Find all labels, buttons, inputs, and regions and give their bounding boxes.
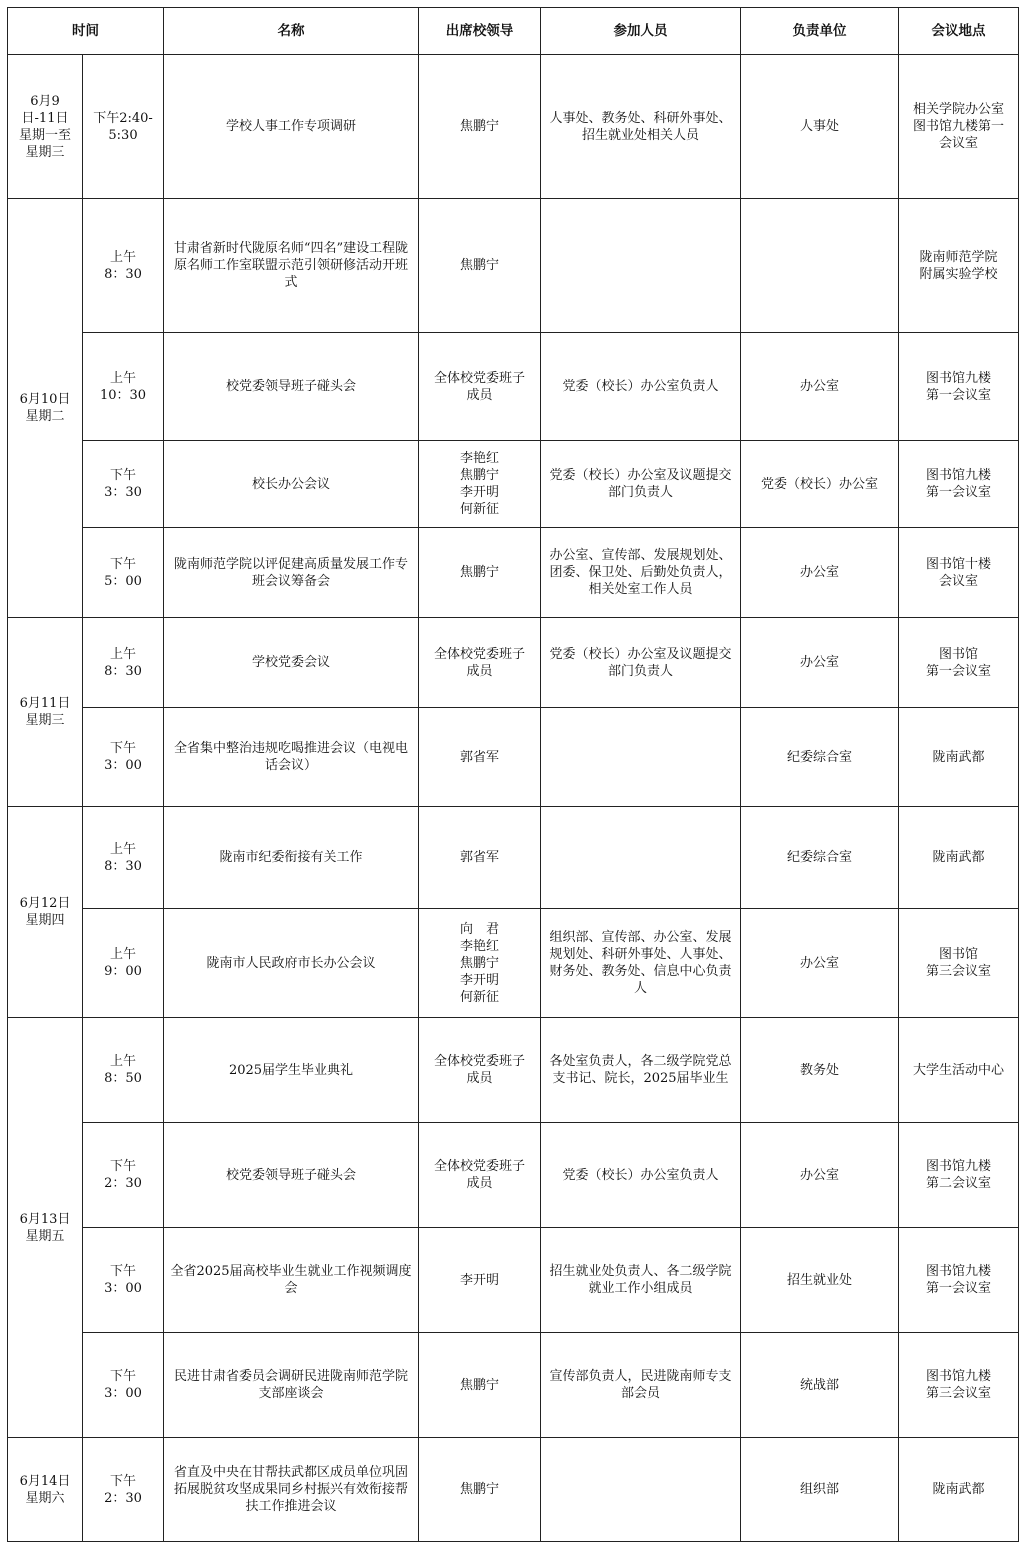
meeting-name-cell: 校党委领导班子碰头会 bbox=[164, 333, 419, 441]
time-cell: 下午 2：30 bbox=[83, 1438, 164, 1542]
unit-cell: 办公室 bbox=[741, 618, 899, 708]
table-row bbox=[8, 55, 1019, 199]
unit-cell: 办公室 bbox=[741, 528, 899, 618]
time-cell: 上午 8：30 bbox=[83, 199, 164, 333]
meeting-name-cell: 学校党委会议 bbox=[164, 618, 419, 708]
location-cell: 图书馆九楼 第一会议室 bbox=[899, 333, 1019, 441]
unit-cell: 办公室 bbox=[741, 909, 899, 1018]
date-cell: 6月14日 星期六 bbox=[8, 1438, 83, 1542]
time-cell: 下午2:40- 5:30 bbox=[83, 55, 164, 199]
table-row bbox=[8, 1123, 1019, 1228]
location-cell: 图书馆九楼 第一会议室 bbox=[899, 441, 1019, 528]
unit-cell: 办公室 bbox=[741, 333, 899, 441]
table-row bbox=[8, 1438, 1019, 1542]
location-cell: 图书馆九楼 第三会议室 bbox=[899, 1333, 1019, 1438]
meeting-name-cell: 陇南市人民政府市长办公会议 bbox=[164, 909, 419, 1018]
location-cell: 陇南武都 bbox=[899, 708, 1019, 807]
header-row bbox=[8, 8, 1019, 55]
participants-cell: 办公室、宣传部、发展规划处、团委、保卫处、后勤处负责人，相关处室工作人员 bbox=[541, 528, 741, 618]
table-row bbox=[8, 333, 1019, 441]
leader-cell: 焦鹏宁 bbox=[419, 1333, 541, 1438]
leader-cell: 焦鹏宁 bbox=[419, 1438, 541, 1542]
participants-cell: 组织部、宣传部、办公室、发展规划处、科研外事处、人事处、财务处、教务处、信息中心负责人 bbox=[541, 909, 741, 1018]
meeting-name-cell: 校长办公会议 bbox=[164, 441, 419, 528]
header-unit: 负责单位 bbox=[741, 8, 899, 55]
leader-cell: 李开明 bbox=[419, 1228, 541, 1333]
meeting-name-cell: 陇南师范学院以评促建高质量发展工作专班会议筹备会 bbox=[164, 528, 419, 618]
header-time: 时间 bbox=[8, 8, 164, 55]
header-leader: 出席校领导 bbox=[419, 8, 541, 55]
table-row bbox=[8, 1228, 1019, 1333]
table-row bbox=[8, 807, 1019, 909]
location-cell: 陇南师范学院 附属实验学校 bbox=[899, 199, 1019, 333]
leader-cell: 郭省军 bbox=[419, 708, 541, 807]
schedule-table bbox=[7, 7, 1019, 1542]
meeting-name-cell: 全省集中整治违规吃喝推进会议（电视电话会议） bbox=[164, 708, 419, 807]
table-row bbox=[8, 618, 1019, 708]
table-row bbox=[8, 1333, 1019, 1438]
location-cell: 图书馆 第一会议室 bbox=[899, 618, 1019, 708]
unit-cell: 纪委综合室 bbox=[741, 708, 899, 807]
date-cell: 6月10日 星期二 bbox=[8, 199, 83, 618]
participants-cell: 党委（校长）办公室负责人 bbox=[541, 333, 741, 441]
time-cell: 上午 8：30 bbox=[83, 807, 164, 909]
unit-cell: 组织部 bbox=[741, 1438, 899, 1542]
meeting-name-cell: 2025届学生毕业典礼 bbox=[164, 1018, 419, 1123]
leader-cell: 全体校党委班子 成员 bbox=[419, 1123, 541, 1228]
meeting-name-cell: 省直及中央在甘帮扶武都区成员单位巩固拓展脱贫攻坚成果同乡村振兴有效衔接帮扶工作推进会议 bbox=[164, 1438, 419, 1542]
time-cell: 下午 5：00 bbox=[83, 528, 164, 618]
table-row bbox=[8, 441, 1019, 528]
location-cell: 图书馆九楼 第二会议室 bbox=[899, 1123, 1019, 1228]
participants-cell bbox=[541, 708, 741, 807]
unit-cell: 人事处 bbox=[741, 55, 899, 199]
leader-cell: 全体校党委班子 成员 bbox=[419, 333, 541, 441]
unit-cell bbox=[741, 199, 899, 333]
location-cell: 陇南武都 bbox=[899, 1438, 1019, 1542]
leader-cell: 李艳红 焦鹏宁 李开明 何新征 bbox=[419, 441, 541, 528]
participants-cell: 招生就业处负责人、各二级学院就业工作小组成员 bbox=[541, 1228, 741, 1333]
participants-cell: 各处室负责人，各二级学院党总支书记、院长，2025届毕业生 bbox=[541, 1018, 741, 1123]
time-cell: 上午 8：50 bbox=[83, 1018, 164, 1123]
header-location: 会议地点 bbox=[899, 8, 1019, 55]
header-name: 名称 bbox=[164, 8, 419, 55]
meeting-name-cell: 校党委领导班子碰头会 bbox=[164, 1123, 419, 1228]
participants-cell: 党委（校长）办公室及议题提交部门负责人 bbox=[541, 618, 741, 708]
meeting-name-cell: 陇南市纪委衔接有关工作 bbox=[164, 807, 419, 909]
unit-cell: 教务处 bbox=[741, 1018, 899, 1123]
time-cell: 下午 2：30 bbox=[83, 1123, 164, 1228]
location-cell: 大学生活动中心 bbox=[899, 1018, 1019, 1123]
meeting-name-cell: 全省2025届高校毕业生就业工作视频调度会 bbox=[164, 1228, 419, 1333]
leader-cell: 郭省军 bbox=[419, 807, 541, 909]
participants-cell: 宣传部负责人，民进陇南师专支部会员 bbox=[541, 1333, 741, 1438]
time-cell: 上午 9：00 bbox=[83, 909, 164, 1018]
unit-cell: 办公室 bbox=[741, 1123, 899, 1228]
header-participants: 参加人员 bbox=[541, 8, 741, 55]
location-cell: 图书馆十楼 会议室 bbox=[899, 528, 1019, 618]
time-cell: 上午 8：30 bbox=[83, 618, 164, 708]
time-cell: 下午 3：00 bbox=[83, 708, 164, 807]
date-cell: 6月12日 星期四 bbox=[8, 807, 83, 1018]
location-cell: 图书馆 第三会议室 bbox=[899, 909, 1019, 1018]
participants-cell: 党委（校长）办公室及议题提交部门负责人 bbox=[541, 441, 741, 528]
meeting-name-cell: 民进甘肃省委员会调研民进陇南师范学院支部座谈会 bbox=[164, 1333, 419, 1438]
time-cell: 下午 3：00 bbox=[83, 1228, 164, 1333]
location-cell: 陇南武都 bbox=[899, 807, 1019, 909]
meeting-name-cell: 甘肃省新时代陇原名师“四名”建设工程陇原名师工作室联盟示范引领研修活动开班式 bbox=[164, 199, 419, 333]
time-cell: 下午 3：30 bbox=[83, 441, 164, 528]
leader-cell: 焦鹏宁 bbox=[419, 55, 541, 199]
participants-cell: 党委（校长）办公室负责人 bbox=[541, 1123, 741, 1228]
date-cell: 6月13日 星期五 bbox=[8, 1018, 83, 1438]
participants-cell bbox=[541, 807, 741, 909]
unit-cell: 统战部 bbox=[741, 1333, 899, 1438]
unit-cell: 党委（校长）办公室 bbox=[741, 441, 899, 528]
table-row bbox=[8, 909, 1019, 1018]
unit-cell: 纪委综合室 bbox=[741, 807, 899, 909]
table-row bbox=[8, 528, 1019, 618]
table-row bbox=[8, 1018, 1019, 1123]
unit-cell: 招生就业处 bbox=[741, 1228, 899, 1333]
leader-cell: 全体校党委班子 成员 bbox=[419, 1018, 541, 1123]
table-row bbox=[8, 199, 1019, 333]
meeting-name-cell: 学校人事工作专项调研 bbox=[164, 55, 419, 199]
time-cell: 下午 3：00 bbox=[83, 1333, 164, 1438]
date-cell: 6月11日 星期三 bbox=[8, 618, 83, 807]
leader-cell: 向 君 李艳红 焦鹏宁 李开明 何新征 bbox=[419, 909, 541, 1018]
leader-cell: 焦鹏宁 bbox=[419, 199, 541, 333]
location-cell: 相关学院办公室 图书馆九楼第一 会议室 bbox=[899, 55, 1019, 199]
participants-cell bbox=[541, 199, 741, 333]
location-cell: 图书馆九楼 第一会议室 bbox=[899, 1228, 1019, 1333]
participants-cell: 人事处、教务处、科研外事处、招生就业处相关人员 bbox=[541, 55, 741, 199]
leader-cell: 焦鹏宁 bbox=[419, 528, 541, 618]
date-cell: 6月9日-11日 星期一至 星期三 bbox=[8, 55, 83, 199]
leader-cell: 全体校党委班子 成员 bbox=[419, 618, 541, 708]
table-row bbox=[8, 708, 1019, 807]
time-cell: 上午 10：30 bbox=[83, 333, 164, 441]
participants-cell bbox=[541, 1438, 741, 1542]
